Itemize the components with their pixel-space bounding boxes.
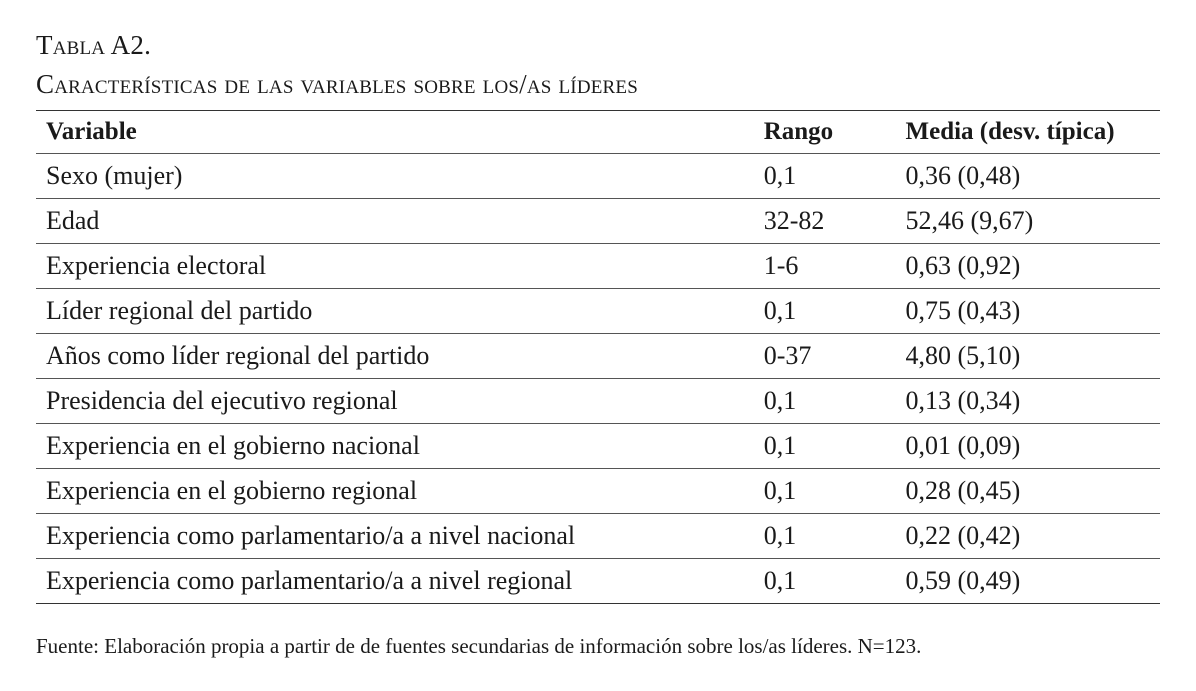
cell-variable: Experiencia en el gobierno nacional <box>36 424 754 469</box>
cell-variable: Experiencia electoral <box>36 244 754 289</box>
cell-rango: 0,1 <box>754 424 896 469</box>
cell-media: 4,80 (5,10) <box>896 334 1160 379</box>
table-row <box>36 379 1160 424</box>
cell-media: 0,22 (0,42) <box>896 514 1160 559</box>
table-source-note: Fuente: Elaboración propia a partir de de fuentes secundarias de información sobre los/as líderes. N=123. <box>36 634 922 658</box>
column-header-media: Media (desv. típica) <box>896 111 1160 154</box>
table-row <box>36 334 1160 379</box>
table-row <box>36 424 1160 469</box>
cell-media: 52,46 (9,67) <box>896 199 1160 244</box>
table-row <box>36 244 1160 289</box>
cell-rango: 0,1 <box>754 514 896 559</box>
cell-media: 0,63 (0,92) <box>896 244 1160 289</box>
table-header-row <box>36 111 1160 154</box>
table-title: Características de las variables sobre los/as líderes <box>36 69 638 99</box>
cell-rango: 1-6 <box>754 244 896 289</box>
cell-media: 0,13 (0,34) <box>896 379 1160 424</box>
table-row <box>36 514 1160 559</box>
cell-rango: 0,1 <box>763 566 797 595</box>
cell-variable: Experiencia como parlamentario/a a nivel regional <box>46 566 573 595</box>
cell-media: 0,75 (0,43) <box>896 289 1160 334</box>
cell-variable: Edad <box>36 199 754 244</box>
data-table <box>36 110 1160 604</box>
table-row <box>36 469 1160 514</box>
cell-variable: Experiencia como parlamentario/a a nivel nacional <box>36 514 754 559</box>
cell-variable: Presidencia del ejecutivo regional <box>36 379 754 424</box>
table-row <box>36 199 1160 244</box>
table-label: Tabla A2. <box>36 30 152 60</box>
cell-media: 0,59 (0,49) <box>905 566 1021 595</box>
cell-rango: 0,1 <box>754 289 896 334</box>
table-row <box>36 154 1160 199</box>
document-page <box>36 30 1160 658</box>
column-header-rango: Rango <box>754 111 896 154</box>
cell-variable: Experiencia en el gobierno regional <box>36 469 754 514</box>
cell-media: 0,36 (0,48) <box>896 154 1160 199</box>
cell-variable: Sexo (mujer) <box>36 154 754 199</box>
cell-variable: Líder regional del partido <box>36 289 754 334</box>
cell-rango: 0,1 <box>754 379 896 424</box>
cell-rango: 0,1 <box>754 469 896 514</box>
cell-media: 0,28 (0,45) <box>896 469 1160 514</box>
table-row <box>36 559 1160 604</box>
cell-rango: 32-82 <box>754 199 896 244</box>
column-header-variable: Variable <box>36 111 754 154</box>
cell-rango: 0-37 <box>754 334 896 379</box>
cell-variable: Años como líder regional del partido <box>36 334 754 379</box>
table-row <box>36 289 1160 334</box>
cell-media: 0,01 (0,09) <box>896 424 1160 469</box>
cell-rango: 0,1 <box>754 154 896 199</box>
